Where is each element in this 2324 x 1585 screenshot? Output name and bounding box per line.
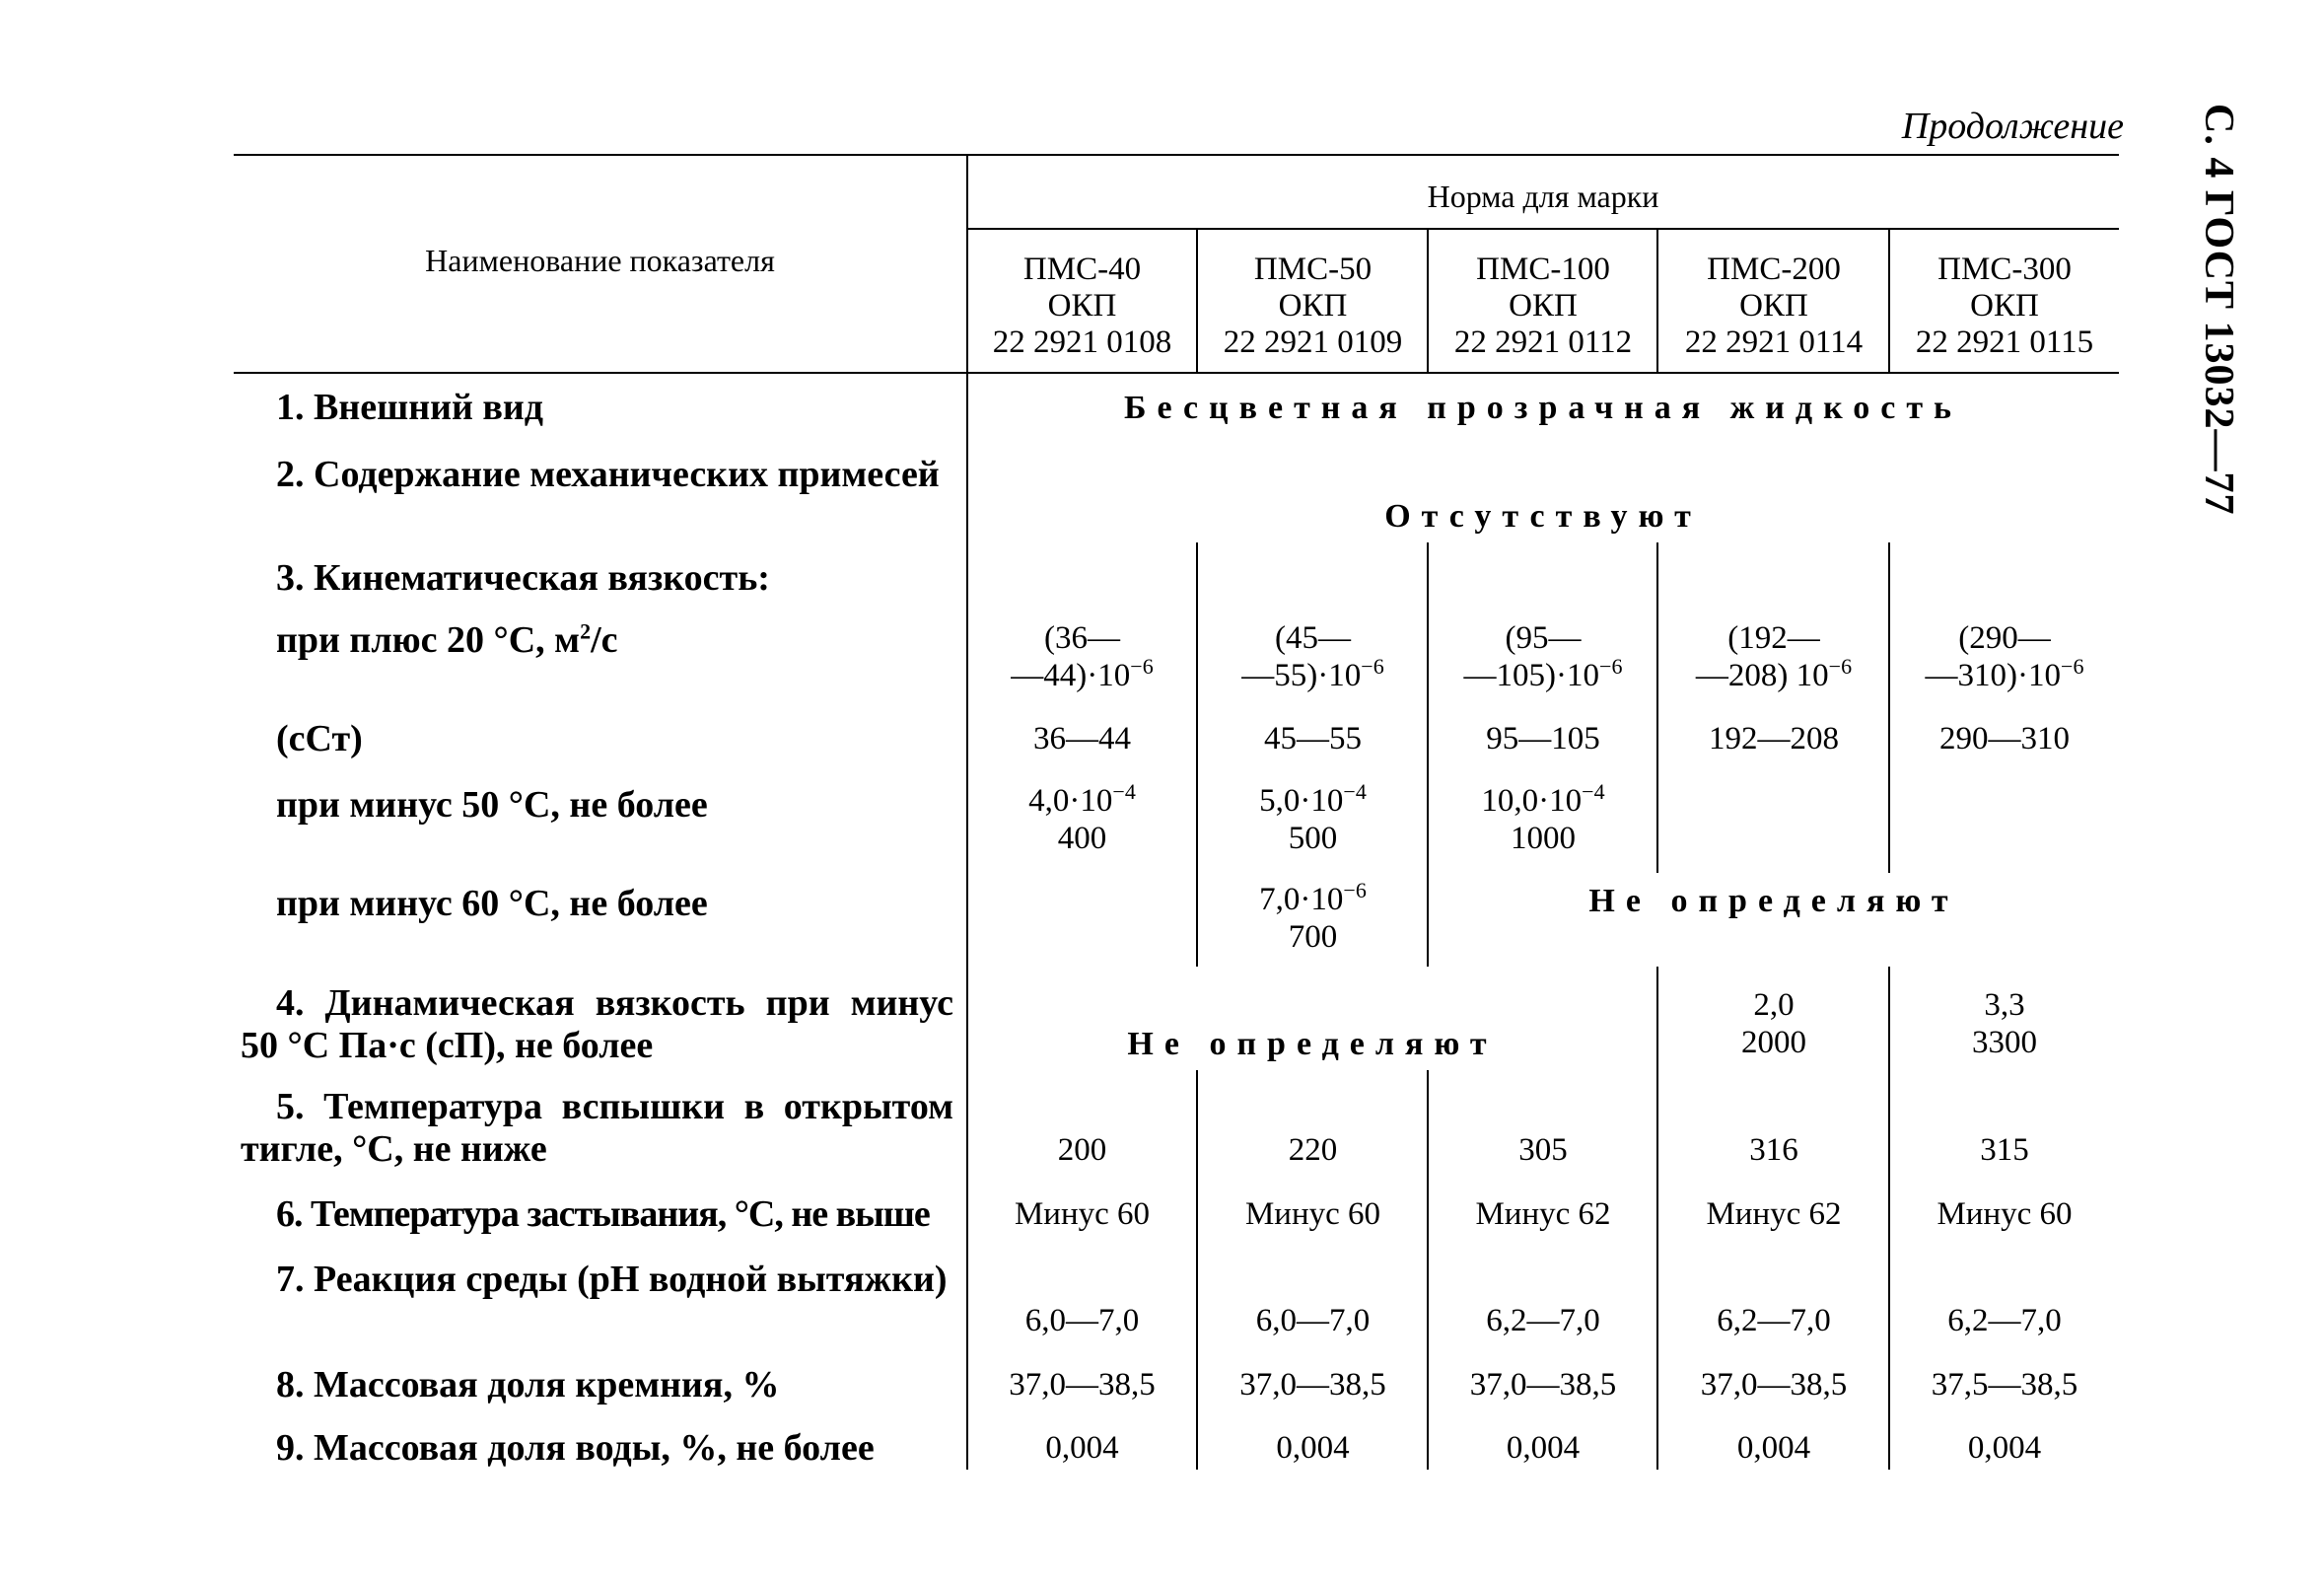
water-value-pms300: 0,004 — [1967, 1430, 2042, 1466]
pour-value-pms100: Минус 62 — [1475, 1196, 1611, 1232]
body-divider-2b — [1427, 1070, 1429, 1470]
plus20-value-pms300: (290— $—310)\cdot 10^{-6}$ — [1925, 620, 2084, 693]
minus50-value-pms100: $10,0\cdot 10^{-4}$ 1000 — [1481, 779, 1605, 856]
flash-value-pms300: 315 — [1980, 1132, 2029, 1168]
pour-value-pms200: Минус 62 — [1706, 1196, 1842, 1232]
row-label-water: 9. Массовая доля воды, %, не более — [276, 1427, 875, 1469]
grade-header-pms100: ПМС-100 ОКП 22 2921 0112 — [1453, 252, 1633, 360]
impurities-value: Отсутствуют — [1384, 498, 1702, 535]
minus60-not-determined: Не определяют — [1588, 883, 1959, 919]
plus20-value-pms50: (45— $—55)\cdot 10^{-6}$ — [1241, 620, 1384, 693]
cst-value-pms50: 45—55 — [1264, 721, 1362, 756]
silicon-value-pms300: 37,5—38,5 — [1931, 1367, 2078, 1403]
row-label-dynamic: 4. Динамическая вязкость при минус 50 °С Па·с (сП), не более — [241, 982, 953, 1066]
body-divider-1b — [1196, 1070, 1198, 1470]
continuation-label: Продолжение — [1901, 106, 2124, 147]
row-label-impurities: 2. Содержание механических примесей — [276, 454, 940, 495]
silicon-value-pms50: 37,0—38,5 — [1239, 1367, 1386, 1403]
ph-value-pms200: 6,2—7,0 — [1717, 1303, 1831, 1338]
grade-header-pms200: ПМС-200 ОКП 22 2921 0114 — [1684, 252, 1864, 360]
minus50-value-pms40: $4,0\cdot 10^{-4}$ 400 — [1028, 779, 1136, 856]
row-label-kinematic-cst: (сСт) — [276, 718, 363, 759]
norm-group-header: Норма для марки — [1427, 179, 1659, 214]
dynamic-value-pms200: 2,0 2000 — [1741, 987, 1806, 1060]
ph-value-pms50: 6,0—7,0 — [1255, 1303, 1371, 1338]
indicator-column-header: Наименование показателя — [425, 243, 775, 278]
cst-value-pms200: 192—208 — [1709, 721, 1839, 756]
row-label-kinematic-minus50: при минус 50 °С, не более — [276, 784, 708, 826]
ph-value-pms300: 6,2—7,0 — [1947, 1303, 2062, 1338]
row-label-silicon: 8. Массовая доля кремния, % — [276, 1364, 780, 1405]
row-label-kinematic-plus20: при плюс 20 °С, $м^2/с$ — [276, 618, 618, 661]
plus20-value-pms40: (36— $—44)\cdot 10^{-6}$ — [1011, 620, 1154, 693]
body-divider-4a — [1888, 542, 1890, 873]
plus20-value-pms200: (192— —208) $10^{-6}$ — [1695, 620, 1853, 693]
row-label-kinematic: 3. Кинематическая вязкость: — [276, 557, 770, 599]
row-label-kinematic-minus60: при минус 60 °С, не более — [276, 883, 708, 924]
row-label-ph: 7. Реакция среды (pH водной вытяжки) — [276, 1259, 948, 1300]
header-bottom-rule — [234, 372, 2119, 374]
water-value-pms50: 0,004 — [1276, 1430, 1350, 1466]
water-value-pms200: 0,004 — [1736, 1430, 1811, 1466]
flash-value-pms100: 305 — [1518, 1132, 1568, 1168]
row-label-pour: 6. Температура застывания, °С, не выше — [276, 1193, 930, 1235]
pour-value-pms40: Минус 60 — [1014, 1196, 1151, 1232]
minus60-value-pms50: $7,0\cdot 10^{-6}$ 700 — [1259, 878, 1367, 955]
plus20-value-pms100: (95— $—105)\cdot 10^{-6}$ — [1463, 620, 1623, 693]
side-page-header: С. 4 ГОСТ 13032—77 — [2196, 104, 2241, 516]
minus50-value-pms50: $5,0\cdot 10^{-4}$ 500 — [1259, 779, 1367, 856]
dynamic-not-determined: Не определяют — [1127, 1026, 1498, 1062]
silicon-value-pms100: 37,0—38,5 — [1469, 1367, 1617, 1403]
flash-value-pms50: 220 — [1288, 1132, 1338, 1168]
grade-header-pms50: ПМС-50 ОКП 22 2921 0109 — [1223, 252, 1403, 360]
flash-value-pms200: 316 — [1749, 1132, 1798, 1168]
top-rule — [234, 154, 2119, 156]
pour-value-pms300: Минус 60 — [1937, 1196, 2073, 1232]
silicon-value-pms200: 37,0—38,5 — [1700, 1367, 1848, 1403]
ph-value-pms40: 6,0—7,0 — [1024, 1303, 1140, 1338]
appearance-value: Бесцветная прозрачная жидкость — [1123, 390, 1963, 426]
water-value-pms40: 0,004 — [1045, 1430, 1119, 1466]
grade-header-pms40: ПМС-40 ОКП 22 2921 0108 — [992, 252, 1172, 360]
water-value-pms100: 0,004 — [1506, 1430, 1581, 1466]
silicon-value-pms40: 37,0—38,5 — [1009, 1367, 1156, 1403]
flash-value-pms40: 200 — [1057, 1132, 1107, 1168]
ph-value-pms100: 6,2—7,0 — [1486, 1303, 1600, 1338]
row-label-flash: 5. Температура вспышки в открытом тигле, °С, не ниже — [241, 1086, 953, 1170]
cst-value-pms40: 36—44 — [1033, 721, 1131, 756]
norm-group-rule — [967, 228, 2119, 230]
grade-header-pms300: ПМС-300 ОКП 22 2921 0115 — [1915, 252, 2094, 360]
dynamic-value-pms300: 3,3 3300 — [1972, 987, 2037, 1060]
row-label-appearance: 1. Внешний вид — [276, 387, 544, 428]
cst-value-pms300: 290—310 — [1939, 721, 2070, 756]
pour-value-pms50: Минус 60 — [1244, 1196, 1381, 1232]
cst-value-pms100: 95—105 — [1486, 721, 1600, 756]
